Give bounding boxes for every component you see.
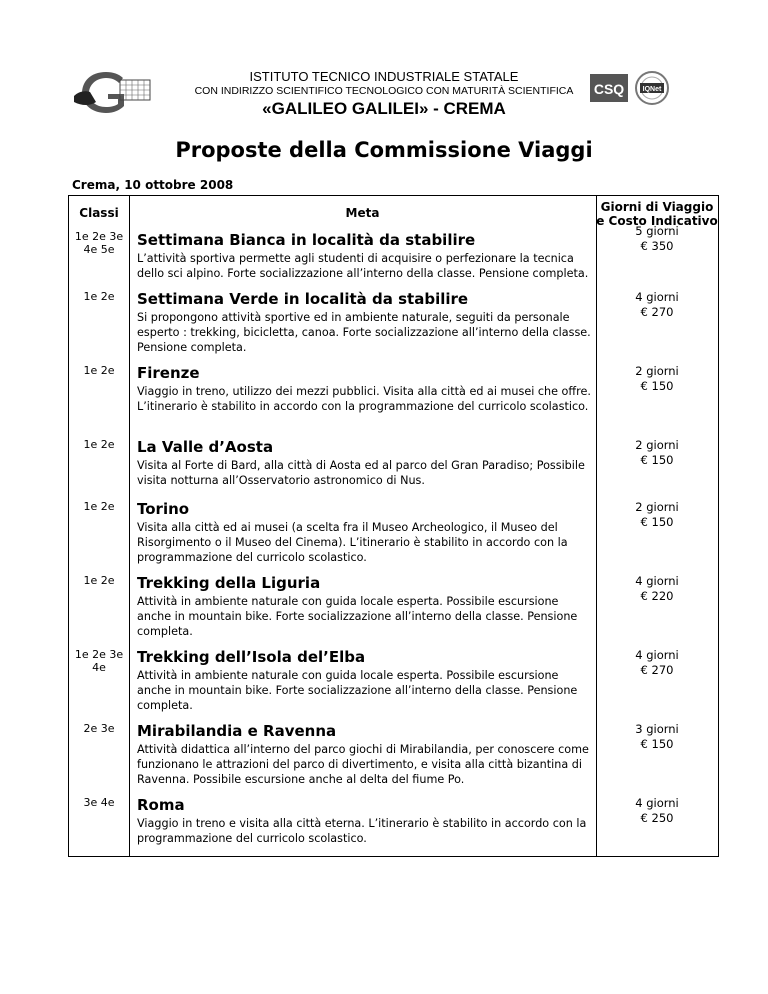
row-price: € 150 (640, 379, 674, 393)
row-price: € 150 (640, 453, 674, 467)
page-title: Proposte della Commissione Viaggi (175, 138, 593, 162)
row-classi: 1e 2e 3e 4e (74, 648, 124, 674)
row-cost (596, 500, 718, 530)
row-days: 2 giorni (635, 364, 679, 378)
row-price: € 150 (640, 515, 674, 529)
row-days: 4 giorni (635, 574, 679, 588)
row-destination: Firenze (137, 364, 200, 382)
row-description: L’attività sportiva permette agli studenti di acquisire o perfezionare la tecnica dello sci alpino. Forte socializzazione all’interno della classe. Pensione completa. (137, 252, 589, 280)
dateline: Crema, 10 ottobre 2008 (72, 178, 234, 192)
header-giorni-line1: Giorni di Viaggio (600, 200, 714, 214)
row-destination: Settimana Bianca in località da stabilire (137, 231, 476, 249)
row-days: 3 giorni (635, 722, 679, 736)
row-description: Attività in ambiente naturale con guida locale esperta. Possibile escursione anche in mountain bike. Forte socializzazione all’interno della classe. Pensione completa. (137, 669, 578, 712)
header-giorni-line2: e Costo Indicativo (596, 214, 718, 228)
header-meta: Meta (345, 206, 380, 220)
row-classi: 1e 2e (83, 290, 115, 303)
trips-table (68, 195, 719, 857)
row-classi: 3e 4e (83, 796, 115, 809)
row-price: € 250 (640, 811, 674, 825)
row-days: 4 giorni (635, 648, 679, 662)
row-description: Attività didattica all’interno del parco giochi di Mirabilandia, per conoscere come funzionano le attrazioni del parco di divertimento, e visita alla città bizantina di Ravenna. Possibile escursione anche al delta del fiume Po. (137, 743, 589, 786)
row-destination: Roma (137, 796, 185, 814)
row-destination: Torino (137, 500, 190, 518)
row-price: € 270 (640, 305, 674, 319)
row-classi: 1e 2e (83, 574, 115, 587)
row-destination: Trekking dell’Isola del’Elba (137, 648, 366, 666)
row-description: Visita al Forte di Bard, alla città di Aosta ed al parco del Gran Paradiso; Possibile visita notturna all’Osservatorio astronomico di Nus. (137, 459, 585, 487)
row-description: Viaggio in treno e visita alla città eterna. L’itinerario è stabilito in accordo con la programmazione del curricolo scolastico. (137, 817, 587, 845)
row-cost (596, 796, 718, 826)
row-classi: 1e 2e (83, 438, 115, 451)
institute-name: ISTITUTO TECNICO INDUSTRIALE STATALE (249, 69, 519, 84)
row-days: 5 giorni (635, 224, 679, 238)
row-description: Attività in ambiente naturale con guida locale esperta. Possibile escursione anche in mountain bike. Forte socializzazione all’interno della classe. Pensione completa. (137, 595, 578, 638)
row-price: € 350 (640, 239, 674, 253)
row-classi: 1e 2e 3e 4e 5e (74, 230, 124, 256)
iqnet-logo-text: IQNet (642, 86, 662, 93)
row-days: 2 giorni (635, 438, 679, 452)
row-days: 4 giorni (635, 290, 679, 304)
header-classi: Classi (79, 206, 119, 220)
institute-subtitle: CON INDIRIZZO SCIENTIFICO TECNOLOGICO CON MATURITÀ SCIENTIFICA (194, 85, 574, 97)
row-destination: Trekking della Liguria (137, 574, 321, 592)
row-days: 4 giorni (635, 796, 679, 810)
row-classi: 1e 2e (83, 500, 115, 513)
column-divider (129, 196, 130, 856)
row-price: € 270 (640, 663, 674, 677)
row-destination: La Valle d’Aosta (137, 438, 274, 456)
row-description: Visita alla città ed ai musei (a scelta fra il Museo Archeologico, il Museo del Risorgimento o il Museo del Cinema). L’itinerario è stabilito in accordo con la programmazione del curricolo scolastico. (137, 521, 568, 564)
row-cost (596, 648, 718, 678)
row-description: Si propongono attività sportive ed in ambiente naturale, seguiti da personale esperto : trekking, bicicletta, canoa. Forte socializzazione all’interno della classe. Pensione completa. (137, 311, 591, 354)
row-price: € 150 (640, 737, 674, 751)
row-cost (596, 364, 718, 394)
row-description: Viaggio in treno, utilizzo dei mezzi pubblici. Visita alla città ed ai musei che offre. L’itinerario è stabilito in accordo con la programmazione del curricolo scolastico. (137, 385, 591, 413)
row-cost (596, 722, 718, 752)
row-cost (596, 574, 718, 604)
row-destination: Settimana Verde in località da stabilire (137, 290, 469, 308)
institute-title: «GALILEO GALILEI» - CREMA (262, 99, 506, 118)
row-price: € 220 (640, 589, 674, 603)
csq-logo-text: CSQ (593, 81, 625, 97)
row-destination: Mirabilandia e Ravenna (137, 722, 337, 740)
row-cost (596, 224, 718, 254)
row-classi: 1e 2e (83, 364, 115, 377)
row-classi: 2e 3e (83, 722, 115, 735)
row-cost (596, 290, 718, 320)
row-cost (596, 438, 718, 468)
row-days: 2 giorni (635, 500, 679, 514)
